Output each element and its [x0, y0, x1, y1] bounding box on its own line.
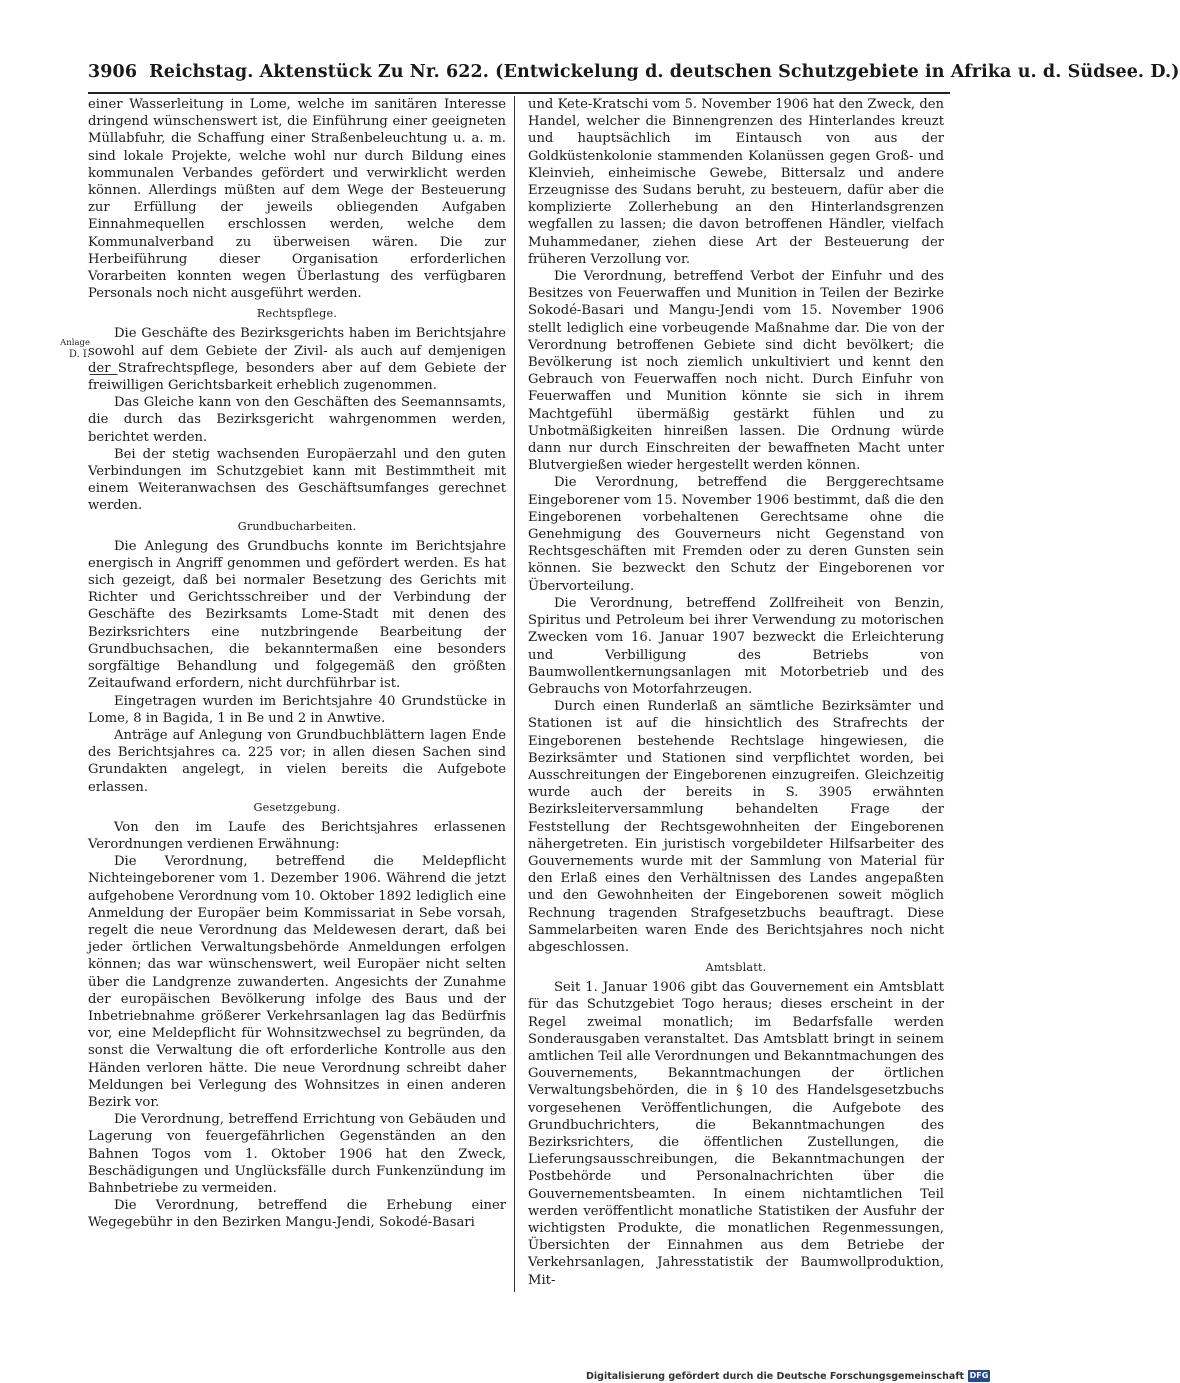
- right-column: [528, 96, 944, 1289]
- paragraph: Die Verordnung, betreffend Errichtung von Gebäuden und Lagerung von feuergefährlichen Gegenständen an den Bahnen Togos vom 1. Oktober 1906 hat den Zweck, Beschädigungen und Unglücksfälle durch Funkenzündung im Bahnbetriebe zu vermeiden.: [88, 1112, 506, 1196]
- section-heading: Amtsblatt.: [705, 961, 767, 975]
- paragraph: Die Verordnung, betreffend die Erhebung einer Wegegebühr in den Bezirken Mangu-Jendi, Sokodé-Basari: [88, 1198, 506, 1231]
- header-title: Reichstag. Aktenstück Zu Nr. 622. (Entwickelung d. deutschen Schutzgebiete in Afrika u. d. Südsee. D.): [149, 62, 1180, 82]
- paragraph: Bei der stetig wachsenden Europäerzahl und den guten Verbindungen im Schutzgebiet kann mit Bestimmtheit mit einem Weiteranwachsen des Geschäftsumfanges gerechnet werden.: [88, 446, 506, 514]
- digitization-credit: [586, 1369, 990, 1383]
- paragraph: Die Geschäfte des Bezirksgerichts haben im Berichtsjahre sowohl auf dem Gebiete der Zivil- als auch auf demjenigen der Strafrechtspflege, besonders aber auf dem Gebiete der freiwilligen Gerichtsbarkeit erheblich zugenommen.: [88, 326, 506, 394]
- page-number: 3906: [88, 62, 138, 82]
- section-heading: Rechtspflege.: [256, 307, 338, 321]
- paragraph: Von den im Laufe des Berichtsjahres erlassenen Verordnungen verdienen Erwähnung:: [88, 819, 506, 852]
- paragraph: Anträge auf Anlegung von Grundbuchblättern lagen Ende des Berichtsjahres ca. 225 vor; in allen diesen Sachen sind Grundakten angelegt, in vielen bereits die Aufgebote erlassen.: [88, 727, 506, 795]
- credit-text: Digitalisierung gefördert durch die Deutsche Forschungsgemeinschaft: [586, 1370, 964, 1382]
- paragraph: Die Anlegung des Grundbuchs konnte im Berichtsjahre energisch in Angriff genommen und gefördert werden. Es hat sich gezeigt, daß bei normaler Besetzung des Gerichts mit Richter und Gerichtsschreiber und der Verbindung der Geschäfte des Bezirksamts Lome-Stadt mit denen des Bezirksrichters eine nutzbringende Bearbeitung der Grundbuchsachen, die bekanntermaßen eine besonders sorgfältige Behandlung und folgegemäß den größten Zeitaufwand erfordern, nicht durchführbar ist.: [88, 538, 506, 692]
- paragraph: Das Gleiche kann von den Geschäften des Seemannsamts, die durch das Bezirksgericht wahrgenommen werden, berichtet werden.: [88, 395, 506, 445]
- paragraph: einer Wasserleitung in Lome, welche im sanitären Interesse dringend wünschenswert ist, die Einführung einer geeigneten Müllabfuhr, die Schaffung einer Straßenbeleuchtung u. a. m. sind lokale Projekte, welche wohl nur durch Bildung eines kommunalen Verbandes gefördert und verwirklicht werden können. Allerdings müßten auf dem Wege der Besteuerung zur Erfüllung der jeweils obliegenden Aufgaben Einnahmequellen erschlossen werden, welche dem Kommunalverband zu überweisen wären. Die zur Herbeiführung dieser Organisation erforderlichen Vorarbeiten konnten wegen Überlastung des verfügbaren Personals noch nicht ausgeführt werden.: [88, 97, 506, 302]
- left-column: [88, 96, 506, 1232]
- paragraph: Eingetragen wurden im Berichtsjahre 40 Grundstücke in Lome, 8 in Bagida, 1 in Be und 2 in Anwtive.: [88, 693, 506, 726]
- paragraph: Die Verordnung, betreffend die Meldepflicht Nichteingeborener vom 1. Dezember 1906. Während die jetzt aufgehobene Verordnung vom 10. Oktober 1892 lediglich eine Anmeldung der Europäer beim Kommissariat in Sebe vorsah, regelt die neue Verordnung das Meldewesen derart, daß bei jeder örtlichen Verwaltungsbehörde Anmeldungen erfolgen können; das war wünschenswert, weil Europäer nicht selten über die Landgrenze zuwanderten. Angesichts der Zunahme der europäischen Bevölkerung infolge des Baus und der Inbetriebnahme größerer Verkehrsanlagen lag das Bedürfnis vor, eine Meldepflicht für Wohnsitzwechsel zu begründen, da sonst die Verwaltung die oft erforderliche Kontrolle aus den Händen verloren hätte. Die neue Verordnung schreibt daher Meldungen bei Verlegung des Wohnsitzes in einen anderen Bezirk vor.: [88, 854, 506, 1110]
- margin-note-label: Anlage: [60, 338, 90, 348]
- paragraph: Die Verordnung, betreffend Zollfreiheit von Benzin, Spiritus und Petroleum bei ihrer Verwendung zu motorischen Zwecken vom 16. Januar 1907 bezweckt die Erleichterung und Verbilligung des Betriebs von Baumwollentkernungsanlagen mit Motorbetrieb und des Gebrauchs von Motorfahrzeugen.: [528, 595, 944, 697]
- column-divider: [514, 96, 515, 1292]
- paragraph: Durch einen Runderlaß an sämtliche Bezirksämter und Stationen ist auf die hinsichtlich des Strafrechts der Eingeborenen bestehende Rechtslage hingewiesen, die Bezirksämter und Stationen sind verpflichtet worden, bei Ausschreitungen der Eingeborenen einzugreifen. Gleichzeitig wurde auch der bereits in S. 3905 erwähnten Bezirksleiterversammlung behandelten Frage der Feststellung der Rechtsgewohnheiten der Eingeborenen nähergetreten. Ein juristisch vorgebildeter Hilfsarbeiter des Gouvernements wurde mit der Sammlung von Material für den Erlaß eines den Verhältnissen des Landes angepaßten und den Gewohnheiten der Eingeborenen soweit möglich Rechnung tragenden Strafgesetzbuchs beauftragt. Diese Sammelarbeiten waren Ende des Berichtsjahres noch nicht abgeschlossen.: [528, 699, 944, 955]
- section-heading: Grundbucharbeiten.: [237, 519, 357, 533]
- header-rule: [88, 92, 950, 94]
- paragraph: Seit 1. Januar 1906 gibt das Gouvernement ein Amtsblatt für das Schutzgebiet Togo heraus; dieses erscheint in der Regel zweimal monatlich; im Bedarfsfalle werden Sonderausgaben veranstaltet. Das Amtsblatt bringt in seinem amtlichen Teil alle Verordnungen und Bekanntmachungen des Gouvernements, Bekanntmachungen der örtlichen Verwaltungsbehörden, die in § 10 des Handelsgesetzbuchs vorgesehenen Veröffentlichungen, die Aufgebote des Grundbuchrichters, die Bekanntmachungen des Bezirksrichters, die öffentlichen Zustellungen, die Lieferungsausschreibungen, die Bekanntmachungen der Postbehörde und Personalnachrichten über die Gouvernementsbeamten. In einem nichtamtlichen Teil werden veröffentlicht monatliche Statistiken der Ausfuhr der wichtigsten Produkte, die monatlichen Regenmessungen, Übersichten der Einnahmen aus dem Betriebe der Verkehrsanlagen, Jahresstatistik der Baumwollproduktion, Mit-: [528, 980, 944, 1288]
- dfg-logo: DFG: [969, 1371, 989, 1380]
- margin-note-ref: D. I.: [68, 349, 90, 360]
- paragraph: Die Verordnung, betreffend Verbot der Einfuhr und des Besitzes von Feuerwaffen und Munition in Teilen der Bezirke Sokodé-Basari und Mangu-Jendi vom 15. November 1906 stellt lediglich eine vorbeugende Maßnahme dar. Die von der Verordnung betroffenen Gebiete sind dicht bevölkert; die Bevölkerung ist noch ziemlich unkultiviert und kennt den Gebrauch von Feuerwaffen noch nicht. Durch Einfuhr von Feuerwaffen und Munition könnte sie sich in ihrem Machtgefühl übermäßig gestärkt fühlen und zu Unbotmäßigkeiten hinreißen lassen. Die Ordnung würde dann nur durch Einschreiten der bewaffneten Macht unter Blutvergießen wieder hergestellt werden können.: [528, 269, 944, 474]
- paragraph: Die Verordnung, betreffend die Berggerechtsame Eingeborener vom 15. November 1906 bestimmt, daß die den Eingeborenen vorbehaltenen Gerechtsame ohne die Genehmigung des Gouverneurs nicht Gegenstand von Rechtsgeschäften mit Fremden oder zu deren Gunsten sein können. Sie bezweckt den Schutz der Eingeborenen vor Übervorteilung.: [528, 475, 944, 594]
- paragraph: und Kete-Kratschi vom 5. November 1906 hat den Zweck, den Handel, welcher die Binnengrenzen des Hinterlandes kreuzt und hauptsächlich im Eintausch von aus der Goldküstenkolonie stammenden Kolanüssen gegen Groß- und Kleinvieh, einheimische Gewebe, Bittersalz und andere Erzeugnisse des Sudans beruht, zu besteuern, dafür aber die komplizierte Zollerhebung an den Hinterlandsgrenzen wegfallen zu lassen; die davon betroffenen Händler, vielfach Muhammedaner, ziehen diese Art der Besteuerung der früheren Verzollung vor.: [528, 97, 944, 267]
- section-heading: Gesetzgebung.: [253, 800, 341, 814]
- running-header: [88, 62, 1180, 90]
